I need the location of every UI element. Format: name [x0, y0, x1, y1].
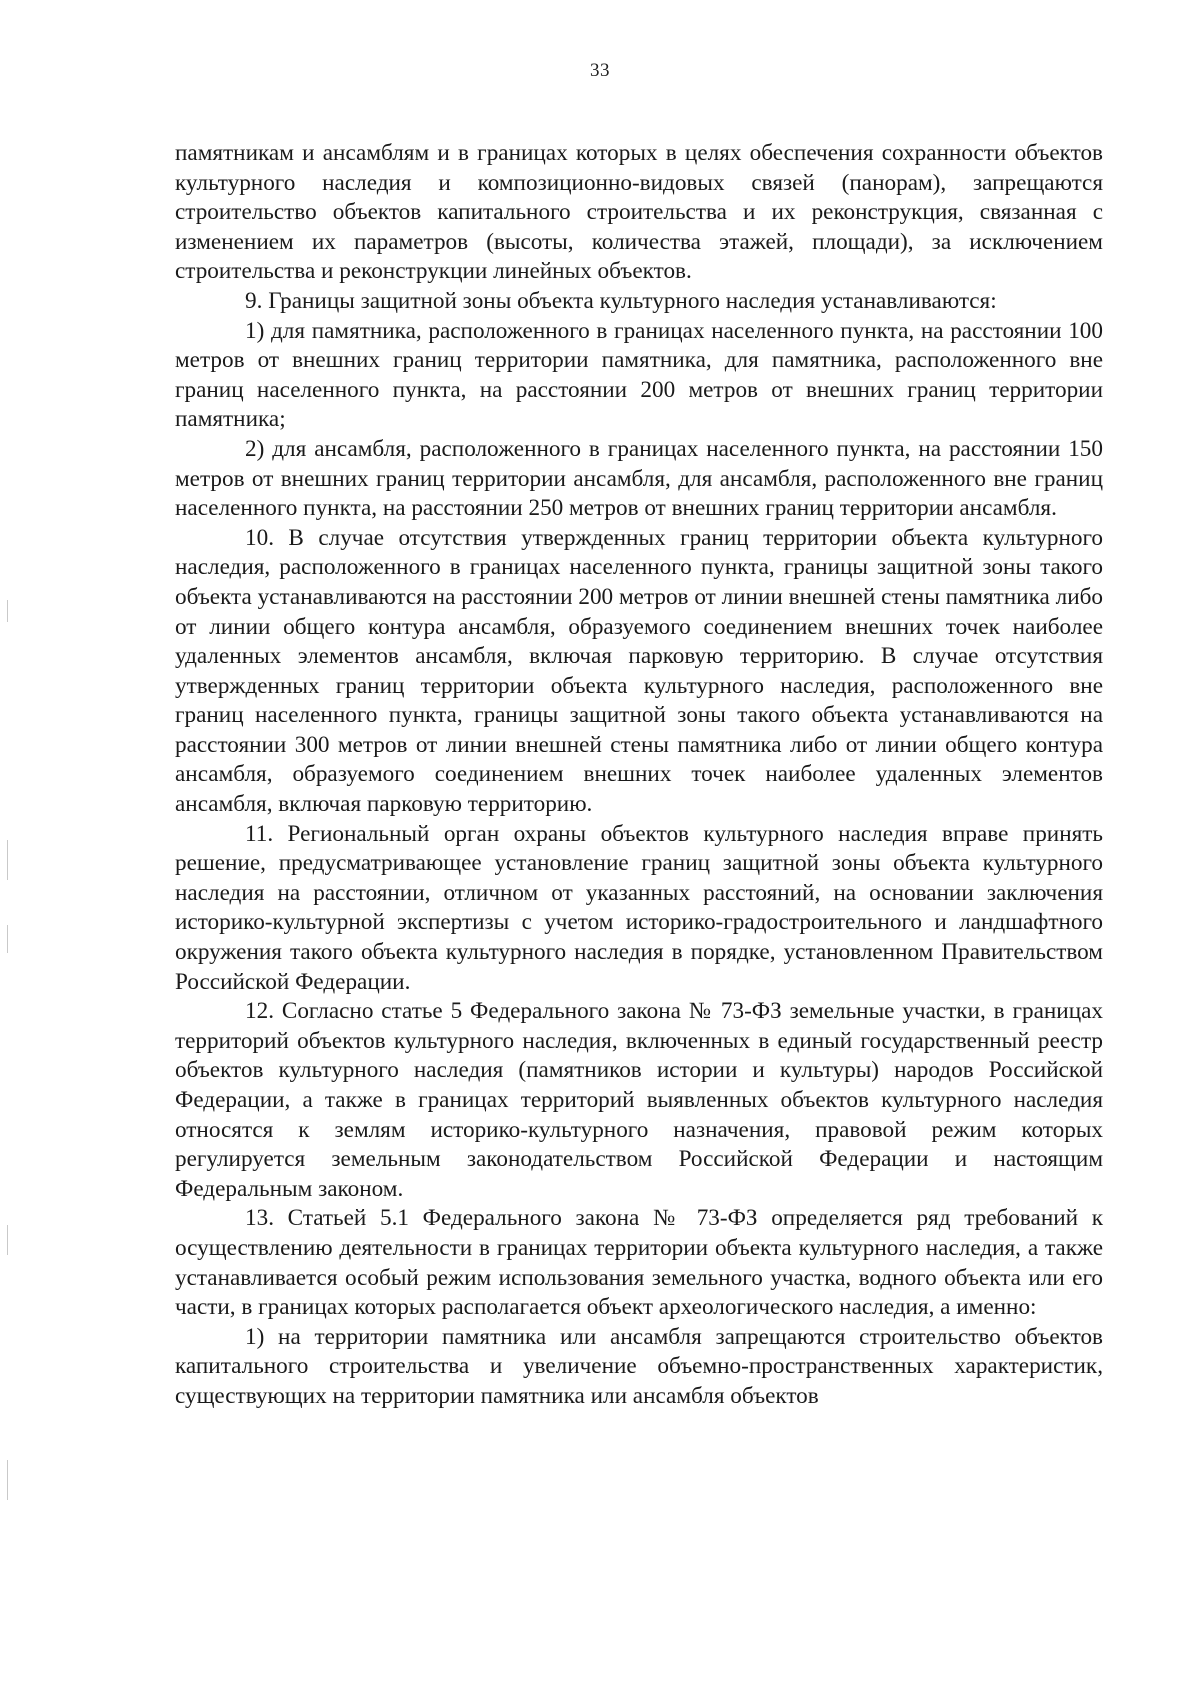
paragraph: 9. Границы защитной зоны объекта культурного наследия устанавливаются:	[245, 287, 997, 314]
scan-artifact	[7, 925, 8, 953]
paragraph: 11. Региональный орган охраны объектов культурного наследия вправе принять решение, предусматривающее установление границ защитной зоны объекта культурного наследия на расстоянии, отличном от указанных расстояний, на основании заключения историко-культурной экспертизы с учетом историко-градостроительного и ландшафтного окружения такого объекта культурного наследия в порядке, установленном Правительством Российской Федерации.	[175, 820, 1103, 995]
paragraph: 2) для ансамбля, расположенного в границах населенного пункта, на расстоянии 150 метров от внешних границ территории ансамбля, для ансамбля, расположенного вне границ населенного пункта, на расстоянии 250 метров от внешних границ территории ансамбля.	[175, 435, 1103, 522]
scan-artifact	[7, 840, 8, 880]
paragraph: 1) на территории памятника или ансамбля запрещаются строительство объектов капитального строительства и увеличение объемно-пространственных характеристик, существующих на территории памятника или ансамбля объектов	[175, 1323, 1103, 1409]
paragraph: 10. В случае отсутствия утвержденных границ территории объекта культурного наследия, расположенного в границах населенного пункта, границы защитной зоны такого объекта устанавливаются на расстоянии 200 метров от линии внешней стены памятника либо от линии общего контура ансамбля, образуемого соединением внешних точек наиболее удаленных элементов ансамбля, включая парковую территорию. В случае отсутствия утвержденных границ территории объекта культурного наследия, расположенного вне границ населенного пункта, границы защитной зоны такого объекта устанавливаются на расстоянии 300 метров от линии внешней стены памятника либо от линии общего контура ансамбля, образуемого соединением внешних точек наиболее удаленных элементов ансамбля, включая парковую территорию.	[175, 524, 1103, 818]
page-number: 33	[590, 60, 610, 81]
scan-artifact	[7, 1460, 8, 1500]
paragraph: памятникам и ансамблям и в границах которых в целях обеспечения сохранности объектов культурного наследия и композиционно-видовых связей (панорам), запрещаются строительство объектов капитального строительства и их реконструкция, связанная с изменением их параметров (высоты, количества этажей, площади), за исключением строительства и реконструкции линейных объектов.	[175, 140, 1103, 285]
document-body	[175, 139, 1103, 1412]
paragraph: 12. Согласно статье 5 Федерального закона № 73-ФЗ земельные участки, в границах территорий объектов культурного наследия, включенных в единый государственный реестр объектов культурного наследия (памятников истории и культуры) народов Российской Федерации, а также в границах территорий выявленных объектов культурного наследия относятся к землям историко-культурного назначения, правовой режим которых регулируется земельным законодательством Российской Федерации и настоящим Федеральным законом.	[175, 998, 1103, 1202]
scan-artifact	[7, 1225, 8, 1255]
scan-artifact	[7, 600, 8, 622]
paragraph: 13. Статьей 5.1 Федерального закона № 73-ФЗ определяется ряд требований к осуществлению деятельности в границах территории объекта культурного наследия, а также устанавливается особый режим использования земельного участка, водного объекта или его части, в границах которых располагается объект археологического наследия, а именно:	[175, 1205, 1103, 1321]
paragraph: 1) для памятника, расположенного в границах населенного пункта, на расстоянии 100 метров от внешних границ территории памятника, для памятника, расположенного вне границ населенного пункта, на расстоянии 200 метров от внешних границ территории памятника;	[175, 317, 1103, 433]
